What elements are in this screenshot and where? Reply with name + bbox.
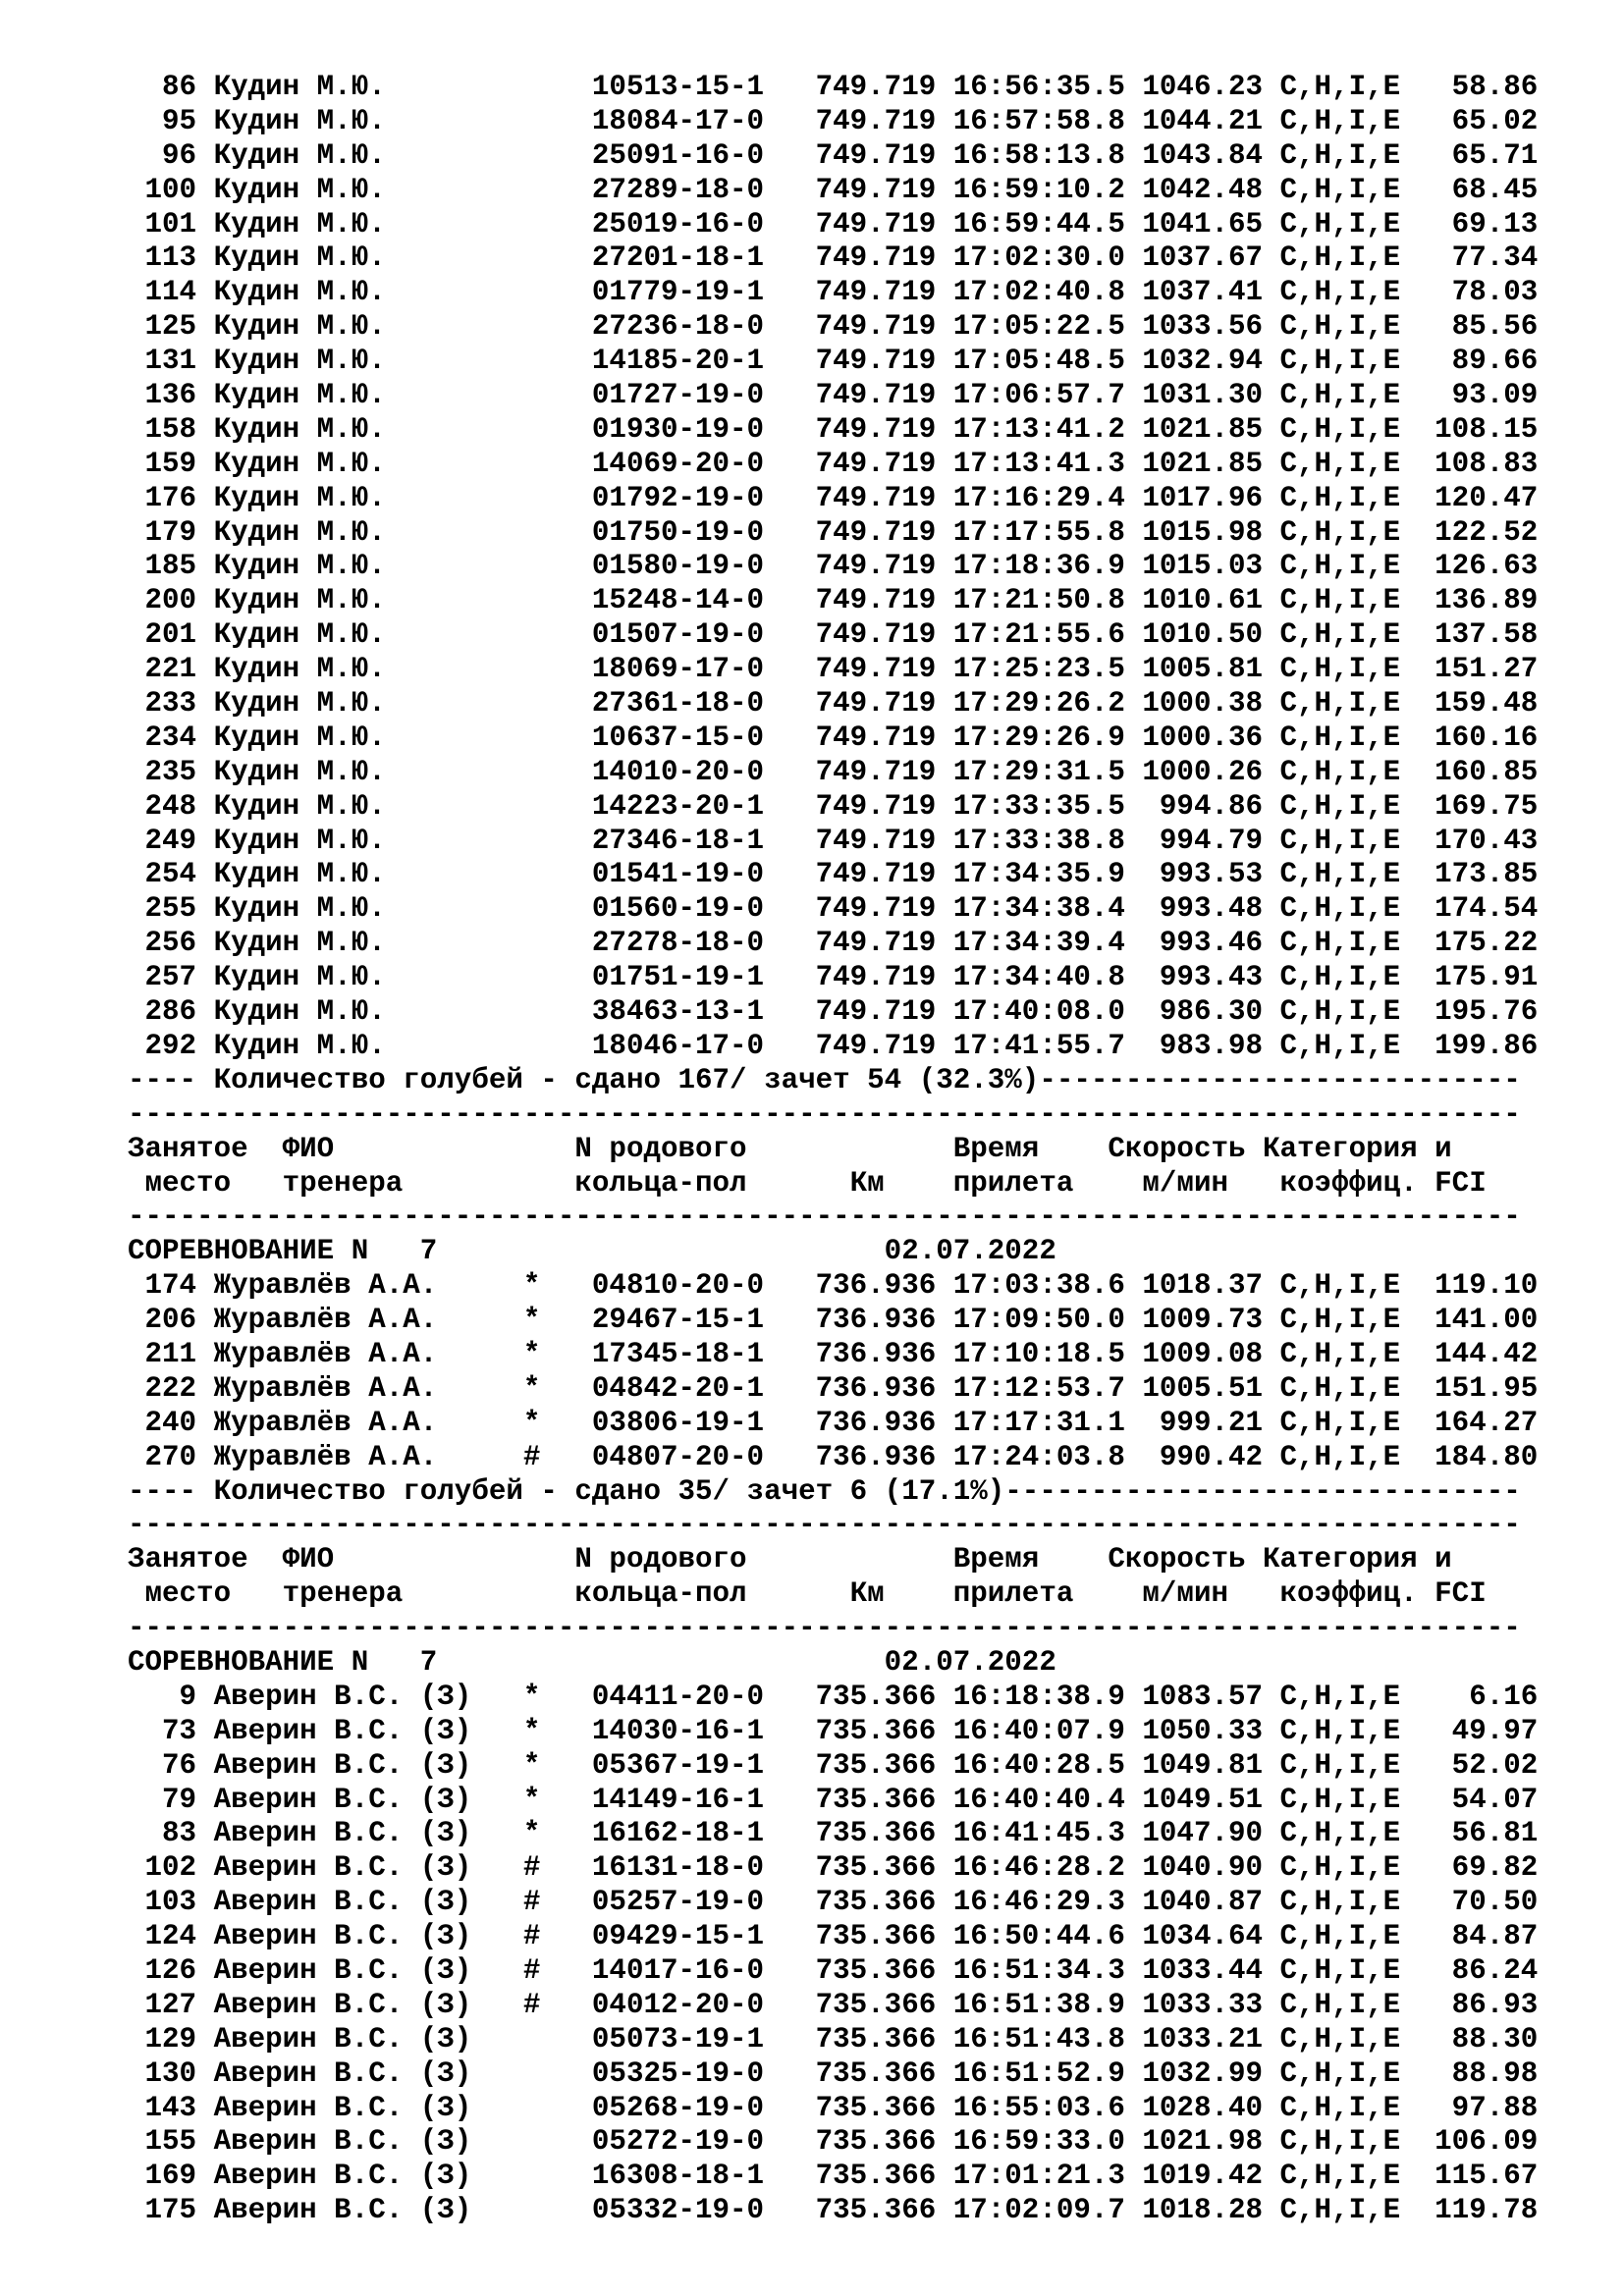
result-row: 101 Кудин М.Ю. 25019-16-0 749.719 16:59:44.5 1041.65 C,H,I,E 69.13: [128, 207, 1539, 240]
result-row: 235 Кудин М.Ю. 14010-20-0 749.719 17:29:31.5 1000.26 C,H,I,E 160.85: [128, 755, 1539, 788]
result-row: 136 Кудин М.Ю. 01727-19-0 749.719 17:06:57.7 1031.30 C,H,I,E 93.09: [128, 379, 1539, 412]
result-row: 130 Аверин В.С. (З) 05325-19-0 735.366 16:51:52.9 1032.99 C,H,I,E 88.98: [128, 2056, 1539, 2090]
result-row: 248 Кудин М.Ю. 14223-20-1 749.719 17:33:35.5 994.86 C,H,I,E 169.75: [128, 789, 1539, 823]
result-row: 155 Аверин В.С. (З) 05272-19-0 735.366 16:59:33.0 1021.98 C,H,I,E 106.09: [128, 2125, 1539, 2159]
separator-line: ---------------------------------------------------------------------------------: [128, 1509, 1521, 1542]
result-row: 222 Журавлёв А.А. * 04842-20-1 736.936 17:12:53.7 1005.51 C,H,I,E 151.95: [128, 1371, 1539, 1405]
result-row: 124 Аверин В.С. (З) # 09429-15-1 735.366 16:50:44.6 1034.64 C,H,I,E 84.87: [128, 1920, 1539, 1953]
result-row: 256 Кудин М.Ю. 27278-18-0 749.719 17:34:39.4 993.46 C,H,I,E 175.22: [128, 927, 1539, 960]
result-row: 176 Кудин М.Ю. 01792-19-0 749.719 17:16:29.4 1017.96 C,H,I,E 120.47: [128, 481, 1539, 514]
result-row: 86 Кудин М.Ю. 10513-15-1 749.719 16:56:35.5 1046.23 C,H,I,E 58.86: [128, 71, 1539, 103]
result-row: 114 Кудин М.Ю. 01779-19-1 749.719 17:02:40.8 1037.41 C,H,I,E 78.03: [128, 276, 1539, 309]
result-row: 257 Кудин М.Ю. 01751-19-1 749.719 17:34:40.8 993.43 C,H,I,E 175.91: [128, 961, 1539, 994]
column-header-line-2: место тренера кольца-пол Км прилета м/мин коэффиц. FCI: [128, 1577, 1487, 1611]
result-row: 233 Кудин М.Ю. 27361-18-0 749.719 17:29:26.2 1000.38 C,H,I,E 159.48: [128, 687, 1539, 721]
result-row: 255 Кудин М.Ю. 01560-19-0 749.719 17:34:38.4 993.48 C,H,I,E 174.54: [128, 892, 1539, 926]
result-row: 73 Аверин В.С. (З) * 14030-16-1 735.366 16:40:07.9 1050.33 C,H,I,E 49.97: [128, 1714, 1539, 1747]
result-row: 102 Аверин В.С. (З) # 16131-18-0 735.366 16:46:28.2 1040.90 C,H,I,E 69.82: [128, 1851, 1539, 1885]
column-header-line-1: Занятое ФИО N родового Время Скорость Категория и: [128, 1132, 1452, 1165]
competition-header: СОРЕВНОВАНИЕ N 7 02.07.2022: [128, 1645, 1056, 1679]
result-row: 169 Аверин В.С. (З) 16308-18-1 735.366 17:01:21.3 1019.42 C,H,I,E 115.67: [128, 2160, 1539, 2193]
result-row: 292 Кудин М.Ю. 18046-17-0 749.719 17:41:55.7 983.98 C,H,I,E 199.86: [128, 1029, 1539, 1062]
result-row: 211 Журавлёв А.А. * 17345-18-1 736.936 17:10:18.5 1009.08 C,H,I,E 144.42: [128, 1337, 1539, 1370]
result-row: 83 Аверин В.С. (З) * 16162-18-1 735.366 16:41:45.3 1047.90 C,H,I,E 56.81: [128, 1817, 1539, 1850]
result-row: 158 Кудин М.Ю. 01930-19-0 749.719 17:13:41.2 1021.85 C,H,I,E 108.15: [128, 412, 1539, 446]
result-row: 95 Кудин М.Ю. 18084-17-0 749.719 16:57:58.8 1044.21 C,H,I,E 65.02: [128, 104, 1539, 137]
result-row: 254 Кудин М.Ю. 01541-19-0 749.719 17:34:35.9 993.53 C,H,I,E 173.85: [128, 858, 1539, 891]
result-row: 270 Журавлёв А.А. # 04807-20-0 736.936 17:24:03.8 990.42 C,H,I,E 184.80: [128, 1440, 1539, 1473]
result-row: 249 Кудин М.Ю. 27346-18-1 749.719 17:33:38.8 994.79 C,H,I,E 170.43: [128, 824, 1539, 857]
result-row: 103 Аверин В.С. (З) # 05257-19-0 735.366 16:46:29.3 1040.87 C,H,I,E 70.50: [128, 1886, 1539, 1919]
result-row: 185 Кудин М.Ю. 01580-19-0 749.719 17:18:36.9 1015.03 C,H,I,E 126.63: [128, 550, 1539, 583]
summary-line: ---- Количество голубей - сдано 35/ зачет 6 (17.1%)------------------------------: [128, 1474, 1521, 1508]
result-row: 240 Журавлёв А.А. * 03806-19-1 736.936 17:17:31.1 999.21 C,H,I,E 164.27: [128, 1406, 1539, 1439]
competition-header: СОРЕВНОВАНИЕ N 7 02.07.2022: [128, 1235, 1056, 1268]
result-row: 96 Кудин М.Ю. 25091-16-0 749.719 16:58:13.8 1043.84 C,H,I,E 65.71: [128, 138, 1539, 172]
result-row: 179 Кудин М.Ю. 01750-19-0 749.719 17:17:55.8 1015.98 C,H,I,E 122.52: [128, 515, 1539, 549]
result-row: 143 Аверин В.С. (З) 05268-19-0 735.366 16:55:03.6 1028.40 C,H,I,E 97.88: [128, 2091, 1539, 2124]
result-row: 113 Кудин М.Ю. 27201-18-1 749.719 17:02:30.0 1037.67 C,H,I,E 77.34: [128, 241, 1539, 275]
result-row: 234 Кудин М.Ю. 10637-15-0 749.719 17:29:26.9 1000.36 C,H,I,E 160.16: [128, 721, 1539, 754]
result-row: 9 Аверин В.С. (З) * 04411-20-0 735.366 16:18:38.9 1083.57 C,H,I,E 6.16: [128, 1680, 1539, 1713]
result-row: 201 Кудин М.Ю. 01507-19-0 749.719 17:21:55.6 1010.50 C,H,I,E 137.58: [128, 618, 1539, 652]
result-row: 125 Кудин М.Ю. 27236-18-0 749.719 17:05:22.5 1033.56 C,H,I,E 85.56: [128, 310, 1539, 344]
result-row: 159 Кудин М.Ю. 14069-20-0 749.719 17:13:41.3 1021.85 C,H,I,E 108.83: [128, 447, 1539, 480]
result-row: 206 Журавлёв А.А. * 29467-15-1 736.936 17:09:50.0 1009.73 C,H,I,E 141.00: [128, 1304, 1539, 1337]
result-row: 131 Кудин М.Ю. 14185-20-1 749.719 17:05:48.5 1032.94 C,H,I,E 89.66: [128, 345, 1539, 378]
result-row: 127 Аверин В.С. (З) # 04012-20-0 735.366 16:51:38.9 1033.33 C,H,I,E 86.93: [128, 1988, 1539, 2021]
result-row: 129 Аверин В.С. (З) 05073-19-1 735.366 16:51:43.8 1033.21 C,H,I,E 88.30: [128, 2022, 1539, 2056]
separator-line: ---------------------------------------------------------------------------------: [128, 1612, 1521, 1645]
result-row: 76 Аверин В.С. (З) * 05367-19-1 735.366 16:40:28.5 1049.81 C,H,I,E 52.02: [128, 1748, 1539, 1782]
column-header-line-2: место тренера кольца-пол Км прилета м/мин коэффиц. FCI: [128, 1166, 1487, 1200]
summary-line: ---- Количество голубей - сдано 167/ зачет 54 (32.3%)----------------------------: [128, 1063, 1521, 1096]
result-row: 79 Аверин В.С. (З) * 14149-16-1 735.366 16:40:40.4 1049.51 C,H,I,E 54.07: [128, 1783, 1539, 1816]
result-row: 200 Кудин М.Ю. 15248-14-0 749.719 17:21:50.8 1010.61 C,H,I,E 136.89: [128, 584, 1539, 617]
result-row: 126 Аверин В.С. (З) # 14017-16-0 735.366 16:51:34.3 1033.44 C,H,I,E 86.24: [128, 1953, 1539, 1987]
separator-line: ---------------------------------------------------------------------------------: [128, 1097, 1521, 1131]
result-row: 175 Аверин В.С. (З) 05332-19-0 735.366 17:02:09.7 1018.28 C,H,I,E 119.78: [128, 2194, 1539, 2227]
results-printout: [128, 71, 1600, 2228]
result-row: 174 Журавлёв А.А. * 04810-20-0 736.936 17:03:38.6 1018.37 C,H,I,E 119.10: [128, 1269, 1539, 1303]
separator-line: ---------------------------------------------------------------------------------: [128, 1201, 1521, 1234]
result-row: 286 Кудин М.Ю. 38463-13-1 749.719 17:40:08.0 986.30 C,H,I,E 195.76: [128, 995, 1539, 1029]
result-row: 221 Кудин М.Ю. 18069-17-0 749.719 17:25:23.5 1005.81 C,H,I,E 151.27: [128, 653, 1539, 686]
column-header-line-1: Занятое ФИО N родового Время Скорость Категория и: [128, 1543, 1452, 1576]
result-row: 100 Кудин М.Ю. 27289-18-0 749.719 16:59:10.2 1042.48 C,H,I,E 68.45: [128, 173, 1539, 206]
